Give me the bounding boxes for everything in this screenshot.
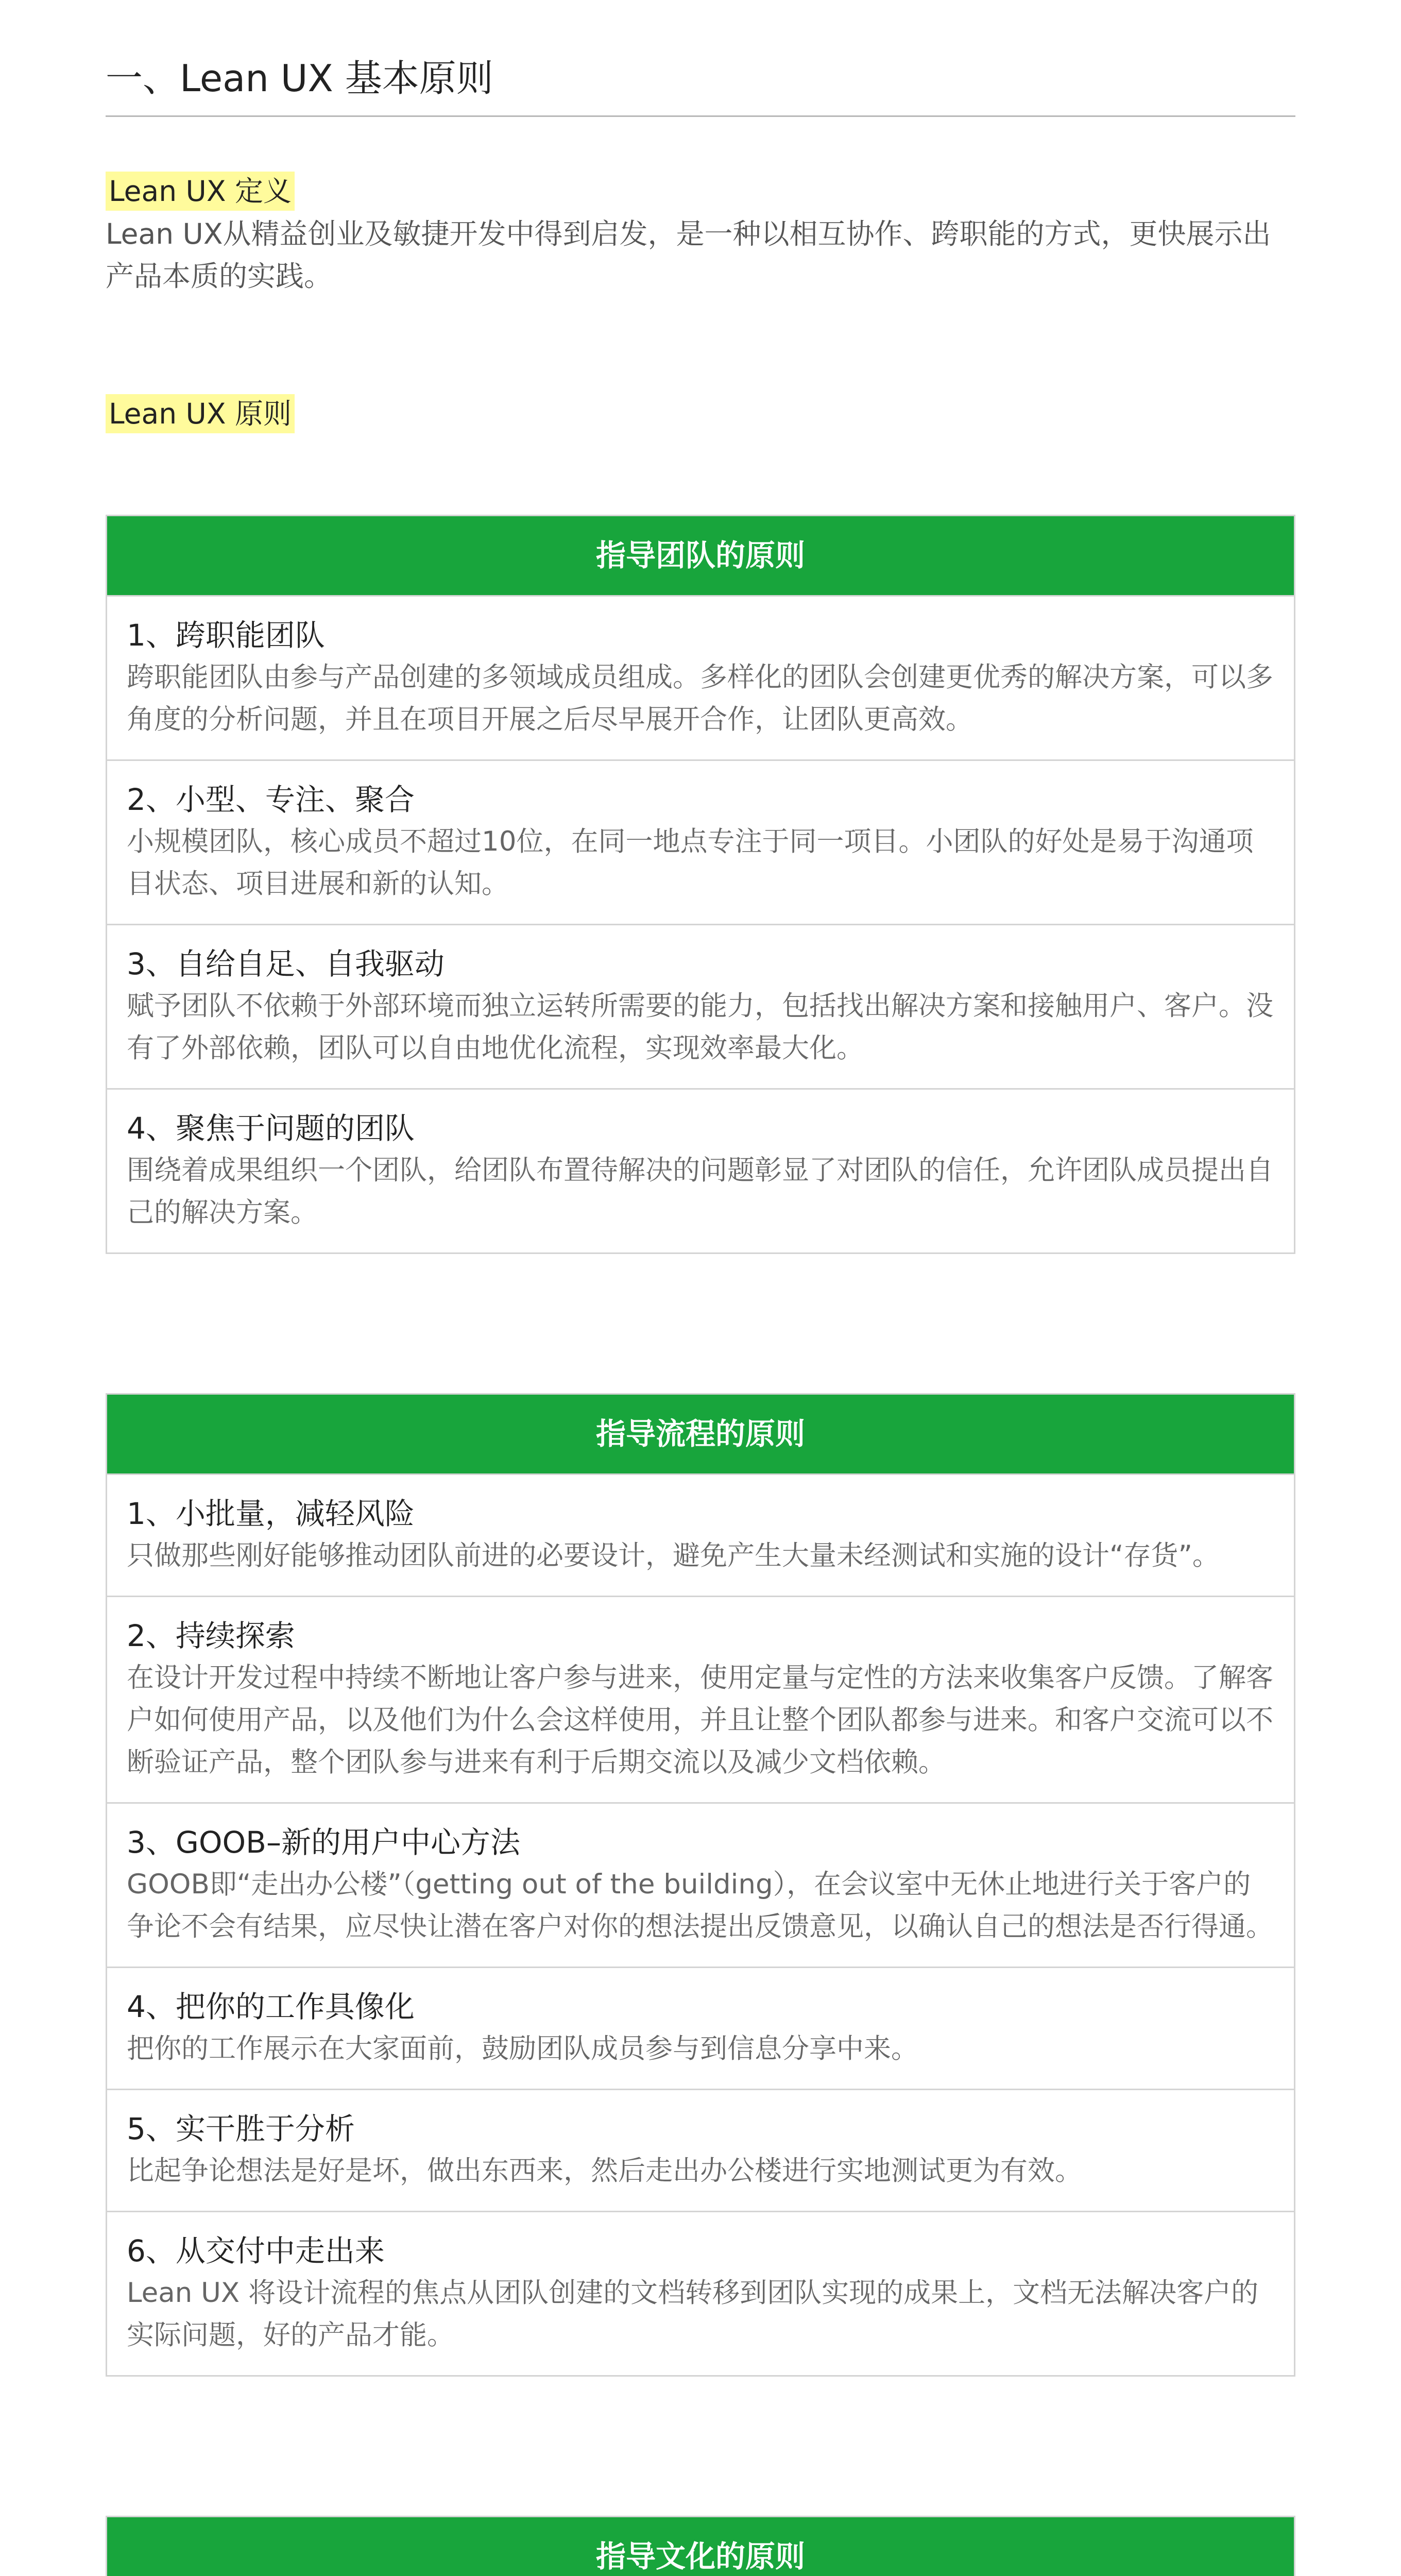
principle-row (107, 595, 1294, 759)
principle-title: 3、自给自足、自我驱动 (127, 946, 445, 981)
principle-text: 跨职能团队由参与产品创建的多领域成员组成。多样化的团队会创建更优秀的解决方案，可以多角度的分析问题，并且在项目开展之后尽早展开合作，让团队更高效。 (127, 662, 1273, 735)
principle-title: 3、GOOB–新的用户中心方法 (127, 1825, 520, 1860)
culture-principles-table (106, 2516, 1295, 2576)
principle-text: 围绕着成果组织一个团队，给团队布置待解决的问题彰显了对团队的信任，允许团队成员提出自己的解决方案。 (127, 1155, 1273, 1228)
principle-row (107, 1802, 1294, 1967)
principle-title: 2、持续探索 (127, 1618, 295, 1653)
principle-text: 把你的工作展示在大家面前，鼓励团队成员参与到信息分享中来。 (127, 2033, 918, 2064)
principle-title: 6、从交付中走出来 (127, 2233, 385, 2268)
principle-title: 5、实干胜于分析 (127, 2111, 355, 2146)
principle-text: Lean UX 将设计流程的焦点从团队创建的文档转移到团队实现的成果上，文档无法解决客户的实际问题，好的产品才能。 (127, 2277, 1259, 2351)
principle-row (107, 1596, 1294, 1802)
section-header: 指导团队的原则 (107, 516, 1294, 595)
page-title: 一、Lean UX 基本原则 (106, 57, 493, 100)
principle-text: 只做那些刚好能够推动团队前进的必要设计，避免产生大量未经测试和实施的设计“存货”。 (127, 1540, 1220, 1571)
principle-row (107, 1088, 1294, 1252)
team-principles-table (106, 515, 1295, 1254)
principle-row (107, 924, 1294, 1088)
definition-label: Lean UX 定义 (106, 172, 295, 211)
section-header: 指导文化的原则 (107, 2517, 1294, 2576)
principles-label: Lean UX 原则 (106, 394, 295, 433)
principles-block (106, 394, 1295, 433)
definition-text: Lean UX从精益创业及敏捷开发中得到启发，是一种以相互协作、跨职能的方式，更快展示出产品本质的实践。 (106, 217, 1271, 293)
principle-title: 1、跨职能团队 (127, 618, 325, 653)
title-divider (106, 115, 1295, 117)
definition-block (106, 172, 1295, 211)
principle-text: 小规模团队，核心成员不超过10位，在同一地点专注于同一项目。小团队的好处是易于沟通项目状态、项目进展和新的认知。 (127, 826, 1254, 900)
principle-text: 赋予团队不依赖于外部环境而独立运转所需要的能力，包括找出解决方案和接触用户、客户。没有了外部依赖，团队可以自由地优化流程，实现效率最大化。 (127, 990, 1273, 1064)
principle-row (107, 1473, 1294, 1596)
principle-title: 1、小批量，减轻风险 (127, 1496, 415, 1531)
principle-text: GOOB即“走出办公楼”（getting out of the building），在会议室中无休止地进行关于客户的争论不会有结果，应尽快让潜在客户对你的想法提出反馈意见，以确认自己的想法是否行得通。 (127, 1869, 1273, 1942)
principle-row (107, 2089, 1294, 2211)
principle-title: 2、小型、专注、聚合 (127, 782, 415, 817)
principle-row (107, 2211, 1294, 2375)
principle-row (107, 759, 1294, 924)
principle-title: 4、聚焦于问题的团队 (127, 1111, 415, 1146)
principle-text: 比起争论想法是好是坏，做出东西来，然后走出办公楼进行实地测试更为有效。 (127, 2155, 1082, 2187)
principle-row (107, 1967, 1294, 2089)
process-principles-table (106, 1393, 1295, 2377)
principle-text: 在设计开发过程中持续不断地让客户参与进来，使用定量与定性的方法来收集客户反馈。了解客户如何使用产品，以及他们为什么会这样使用，并且让整个团队都参与进来。和客户交流可以不断验证产品，整个团队参与进来有利于后期交流以及减少文档依赖。 (127, 1662, 1273, 1778)
section-header: 指导流程的原则 (107, 1395, 1294, 1473)
principle-title: 4、把你的工作具像化 (127, 1989, 415, 2024)
